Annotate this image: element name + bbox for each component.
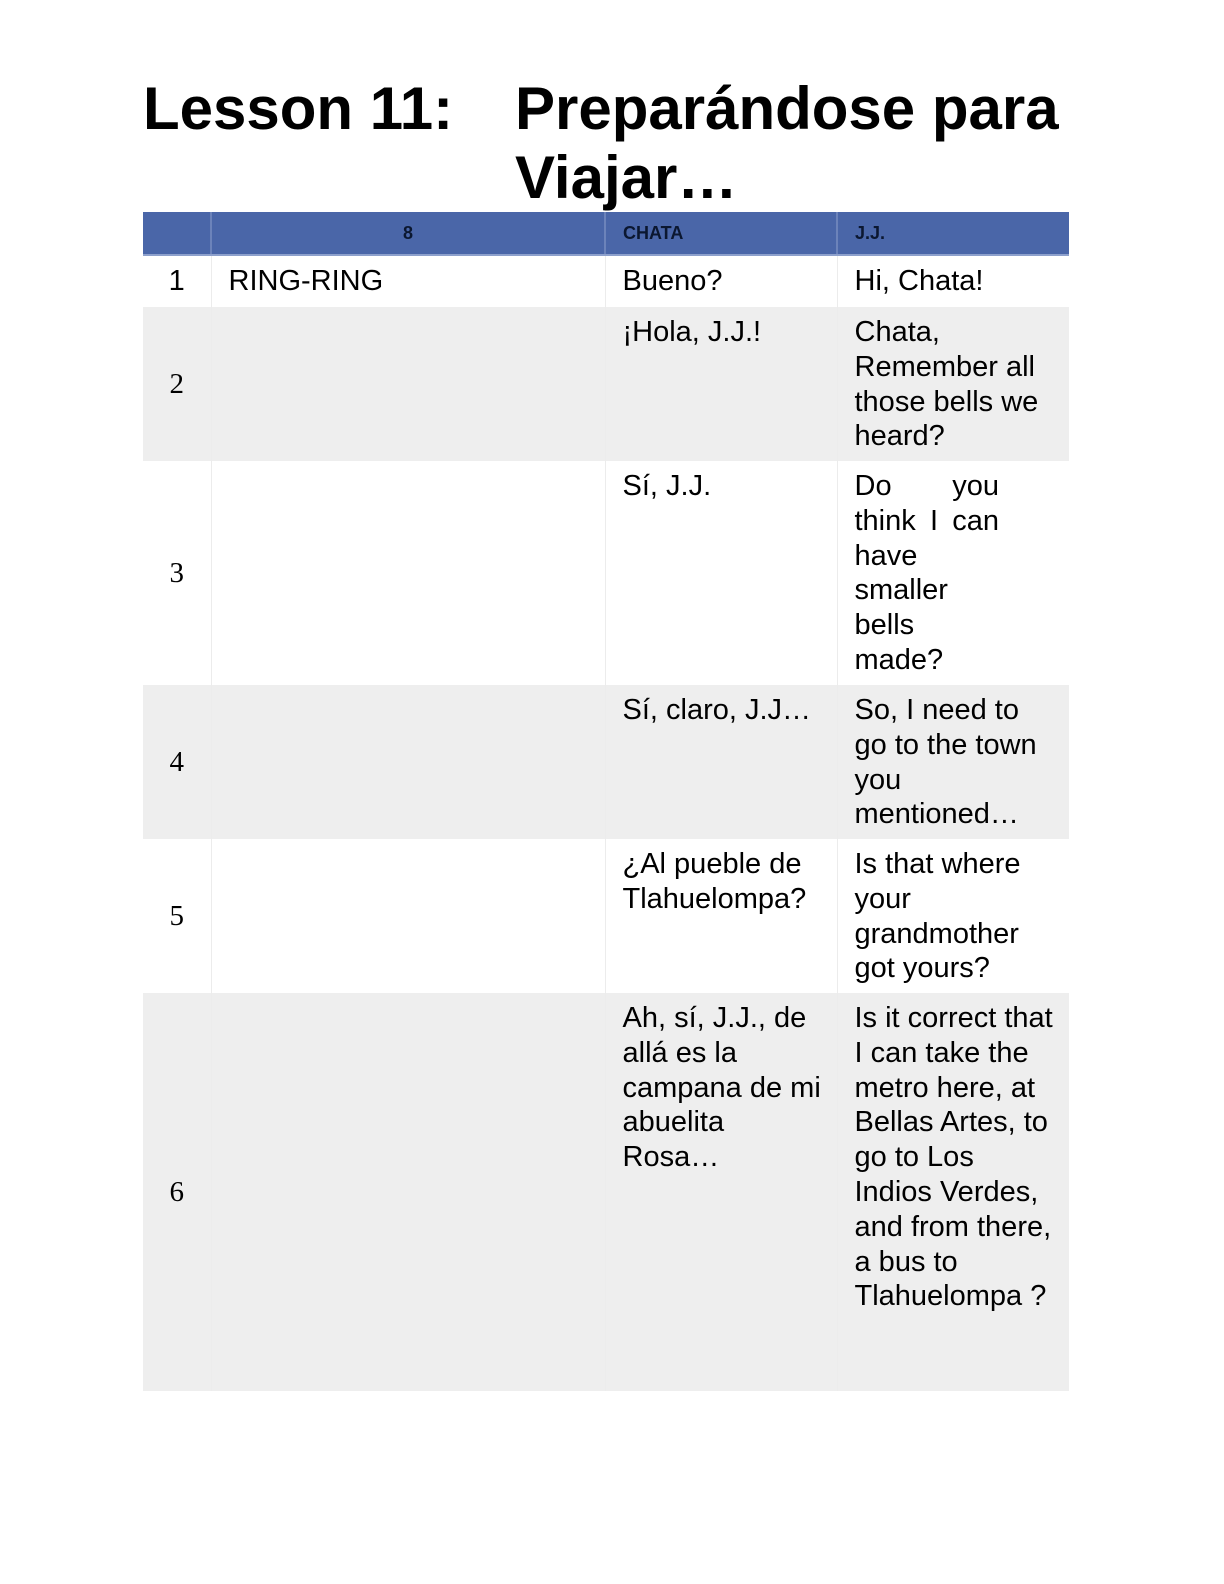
row-number: 6 [169,1175,184,1208]
row-action [211,839,605,993]
row-action [211,307,605,461]
row-chata-line: Sí, J.J. [605,461,837,685]
row-jj-line: Hi, Chata! [837,255,1069,307]
header-scene: 8 [211,212,605,255]
row-action [211,685,605,839]
row-chata-line: Bueno? [605,255,837,307]
row-chata-line: Sí, claro, J.J… [605,685,837,839]
lesson-title: Preparándose para Viajar… [515,75,1059,211]
dialog-table [143,212,1069,1391]
header-jj: J.J. [837,212,1069,255]
row-chata-line: ¡Hola, J.J.! [605,307,837,461]
row-number: 1 [168,265,185,298]
row-jj-line: Is it correct that I can take the metro here, at Bellas Artes, to go to Los Indios Verdes, and from there, a bus to Tlahuelompa ? [837,993,1069,1391]
row-number: 4 [169,745,184,778]
row-chata-line: ¿Al pueble de Tlahuelompa? [605,839,837,993]
table-row [143,993,1069,1391]
row-chata-line: Ah, sí, J.J., de allá es la campana de mi abuelita Rosa… [605,993,837,1391]
row-jj-line: Is that where your grandmother got yours? [837,839,1069,993]
row-number: 3 [169,556,184,589]
row-jj-line: Do you think I can have smaller bells made? [837,461,1069,685]
table-row [143,255,1069,307]
header-number [143,212,211,255]
lesson-number: Lesson 11: [143,75,454,142]
row-jj-line: Chata, Remember all those bells we heard? [837,307,1069,461]
row-jj-line: So, I need to go to the town you mentioned… [837,685,1069,839]
table-row [143,685,1069,839]
header-chata: CHATA [605,212,837,255]
row-number: 2 [169,367,184,400]
table-row [143,461,1069,685]
row-action [211,993,605,1391]
table-row [143,307,1069,461]
table-header-row [143,212,1069,255]
row-action: RING-RING [211,255,605,307]
table-row [143,839,1069,993]
row-action [211,461,605,685]
row-number: 5 [169,899,184,932]
